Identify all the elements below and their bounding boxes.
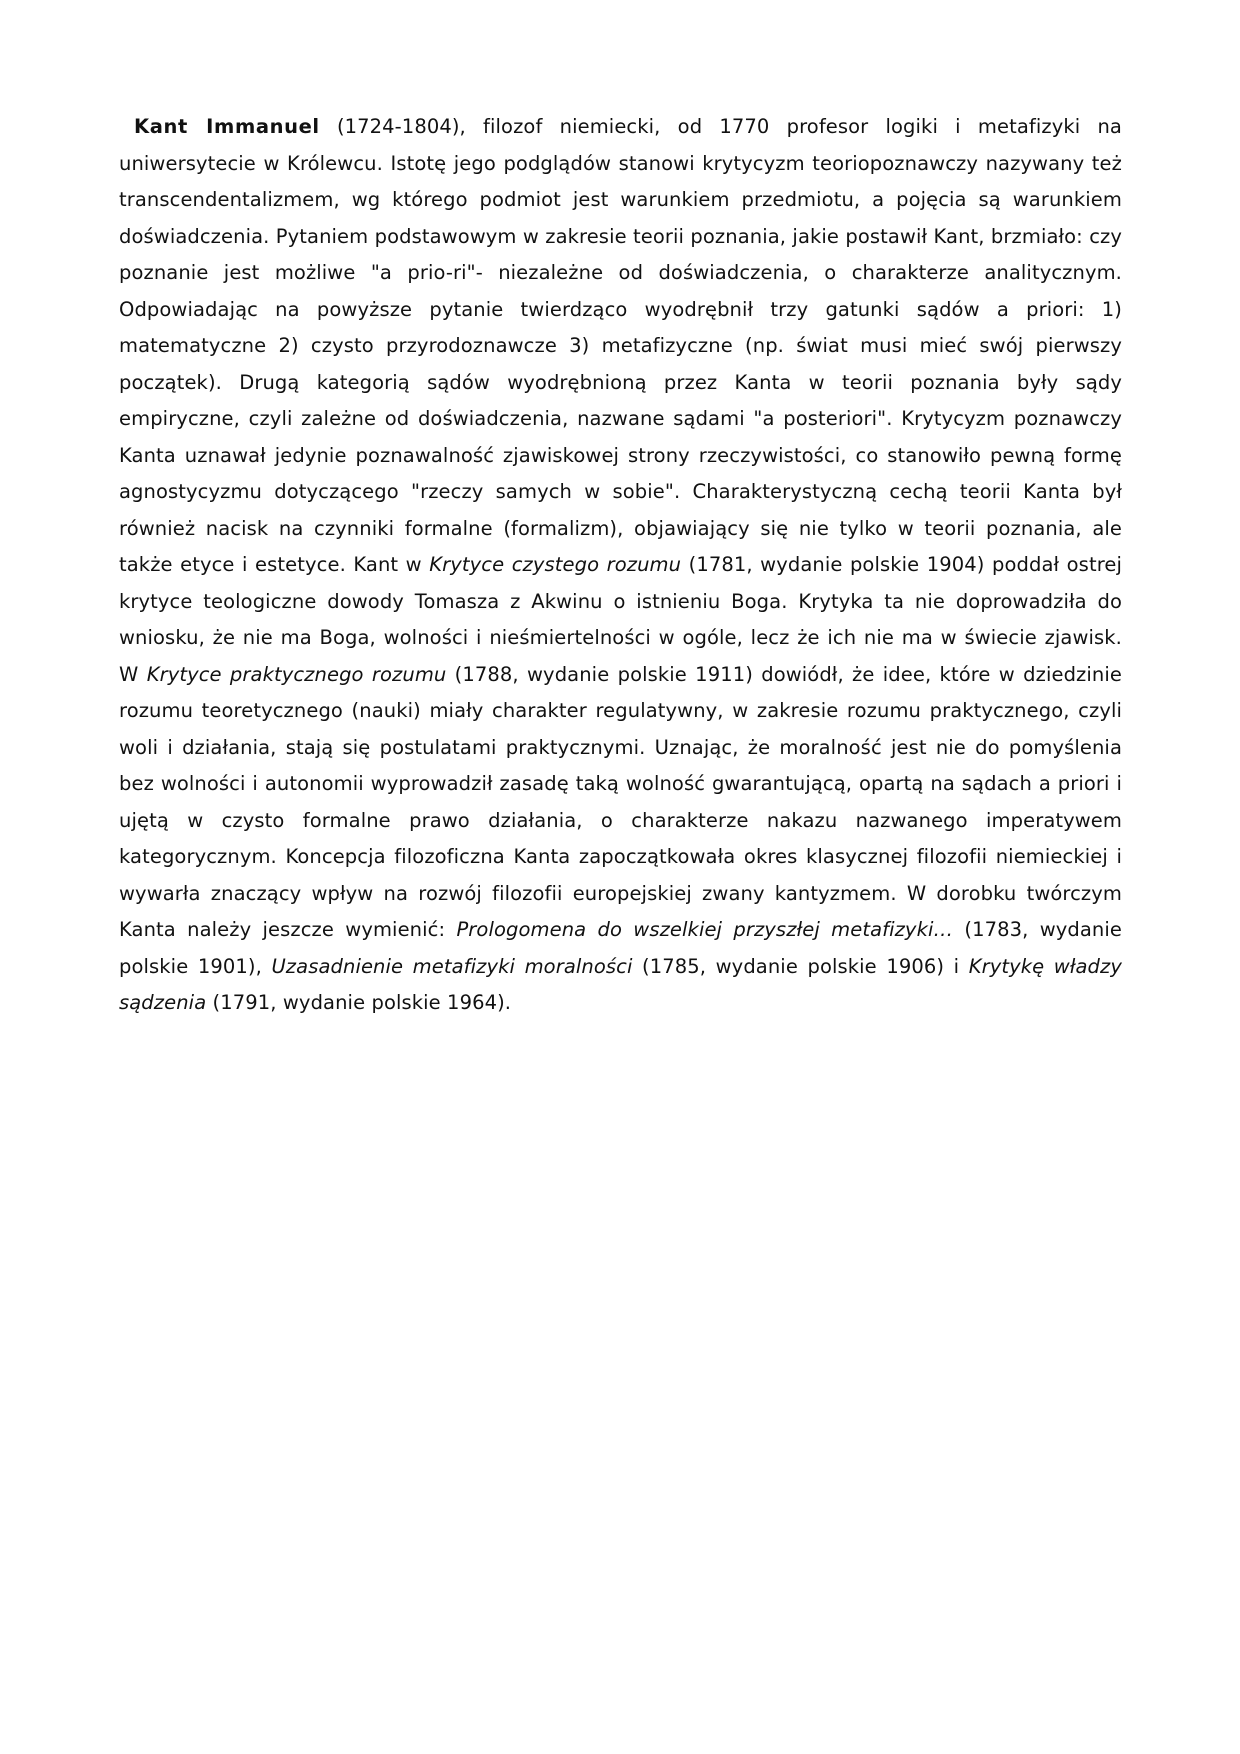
book-title: Krytykę władzy sądzenia: [119, 954, 1123, 1014]
book-title: Uzasadnienie metafizyki moralności: [271, 954, 633, 978]
text-segment: (1788, wydanie polskie 1911) dowiódł, że idee, które w dziedzinie rozumu teoretycznego (nauki) miały charakter regulatywny, w zakresie rozumu praktycznego, czyli woli i działania, stają się postulatami praktycznymi. Uznając, że moralność jest nie do pomyślenia bez wolności i autonomii wyprowadził zasadę taką wolność gwarantującą, opartą na sądach a priori i ujętą w czysto formalne prawo działania, o charakterze nakazu nazwanego imperatywem kategorycznym. Koncepcja filozoficzna Kanta zapoczątkowała okres klasycznej filozofii niemieckiej i wywarła znaczący wpływ na rozwój filozofii europejskiej zwany kantyzmem. W dorobku twórczym Kanta należy jeszcze wymienić:: [119, 662, 1122, 941]
text-segment: (1783, wydanie polskie 1901),: [119, 918, 1122, 978]
entry-heading: Kant Immanuel: [134, 115, 320, 138]
text-segment: (1724-1804), filozof niemiecki, od 1770 profesor logiki i metafizyki na uniwersytecie w Królewcu. Istotę jego podglądów stanowi krytycyzm teoriopoznawczy nazywany też transcendentalizmem, wg którego podmiot jest warunkiem przedmiotu, a pojęcia są warunkiem doświadczenia. Pytaniem podstawowym w zakresie teorii poznania, jakie postawił Kant, brzmiało: czy poznanie jest możliwe "a prio-ri"- niezależne od doświadczenia, o charakterze analitycznym. Odpowiadając na powyższe pytanie twierdząco wyodrębnił trzy gatunki sądów a priori: 1) matematyczne 2) czysto przyrodoznawcze 3) metafizyczne (np. świat musi mieć swój pierwszy początek). Drugą kategorią sądów wyodrębnioną przez Kanta w teorii poznania były sądy empiryczne, czyli zależne od doświadczenia, nazwane sądami "a posteriori". Krytycyzm poznawczy Kanta uznawał jedynie poznawalność zjawiskowej strony rzeczywistości, co stanowiło pewną formę agnostycyzmu dotyczącego "rzeczy samych w sobie". Charakterystyczną cechą teorii Kanta był również nacisk na czynniki formalne (formalizm), objawiający się nie tylko w teorii poznania, ale także etyce i estetyce. Kant w: [119, 115, 1122, 576]
text-segment: (1781, wydanie polskie 1904) poddał ostrej krytyce teologiczne dowody Tomasza z Akwinu o istnieniu Boga. Krytyka ta nie doprowadziła do wniosku, że nie ma Boga, wolności i nieśmiertelności w ogóle, lecz że ich nie ma w świecie zjawisk. W: [119, 553, 1122, 686]
book-title: Prologomena do wszelkiej przyszłej metafizyki…: [456, 918, 954, 941]
text-segment: (1791, wydanie polskie 1964).: [206, 991, 512, 1014]
article-paragraph: [119, 109, 1122, 1022]
book-title: Krytyce praktycznego rozumu: [146, 662, 447, 686]
text-segment: (1785, wydanie polskie 1906) i: [632, 954, 969, 978]
book-title: Krytyce czystego rozumu: [429, 553, 682, 576]
